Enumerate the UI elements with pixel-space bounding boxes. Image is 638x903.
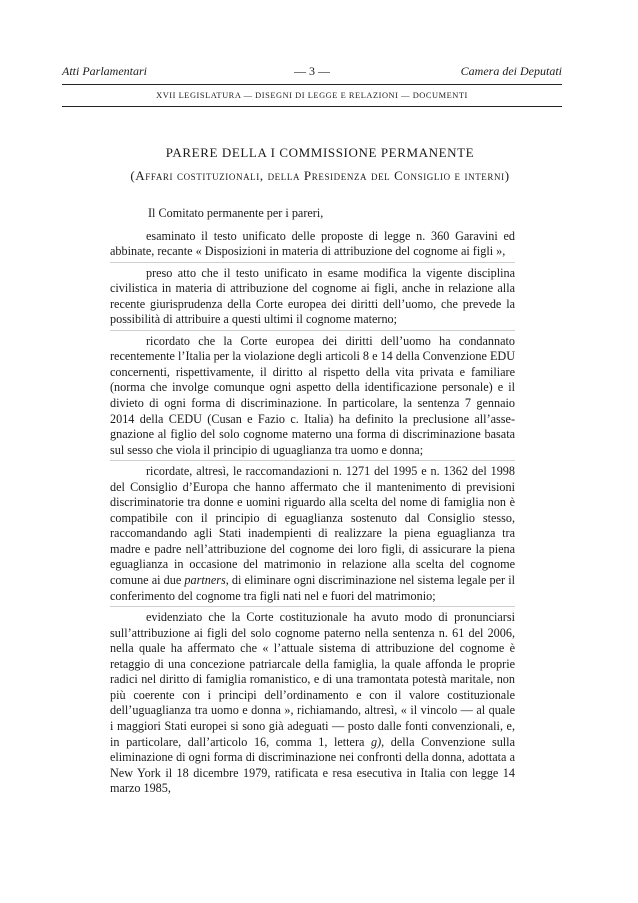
paragraph-4-text-b: , di eliminare ogni discriminazione nel sistema legale per il conferimento del cognome tra figli nati nel e fuori del matrimonio; [110,573,515,603]
page-header [62,64,562,80]
paragraph-5-text-a: evidenziato che la Corte costituzionale ha avuto modo di pronunciarsi sull’attribuzione ai figli del solo cognome paterno nella sentenza n. 61 del 2006, nella quale ha affermato che « l’attuale sistema di attribuzione del cognome è retaggio di una concezione patriarcale della famiglia, la quale affonda le proprie radici nel diritto di famiglia romanistico, e di una tramontata potestà maritale, non più coerente con i principi dell’ordinamento e con il valore costituzionale dell’uguaglianza tra uomo e donna », richiamando, altresì, « il vincolo — al quale i maggiori Stati europei si sono già adeguati — posto dalle fonti convenzionali, e, in particolare, dall’articolo 16, comma 1, lettera [110,610,515,749]
intro-line: Il Comitato permanente per i pareri, [148,206,324,220]
header-rule [62,84,562,85]
paragraph-4-text-a: ricordate, altresì, le raccomandazioni n. 1271 del 1995 e n. 1362 del 1998 del Consiglio d’Europa che hanno affermato che il mantenimento di previsioni discriminatorie tra donne e uomini riguardo alla scelta del nome di famiglia non è compatibile con il principio di eguaglianza sostenuto dal Consiglio stesso, raccomandando agli Stati inadempienti di realizzare la piena eguaglianza tra madre e padre nell’attribuzione del cognome dei loro figli, di assicurare la piena eguaglianza in occasione del matrimonio in relazione alla scelta del cognome comune ai due [110,464,515,588]
legislature-subheader: XVII LEGISLATURA — DISEGNI DI LEGGE E RELAZIONI — DOCUMENTI [156,91,468,100]
document-title: PARERE DELLA I COMMISSIONE PERMANENTE [165,145,475,160]
subheader-rule [62,106,562,107]
paragraph-5-text-b: , della Convenzione sulla eliminazione di ogni forma di discriminazione nei confronti della donna, adottata a New York il 18 dicembre 1979, ratificata e resa esecutiva in Italia con legge 14 marzo 1985, [110,734,515,796]
page-number: — 3 — [294,64,330,78]
header-right: Camera dei Deputati [460,64,562,78]
paragraph-5-italic: g) [371,734,382,749]
paragraph-4 [110,464,515,607]
paragraph-3: ricordato che la Corte europea dei diritti dell’uomo ha condannato recentemente l’Italia per la violazione degli articoli 8 e 14 della Convenzione EDU concernenti, rispettivamente, il diritto al rispetto della vita privata e familiare (norma che involge comunque ogni aspetto della identificazione personale) e il divieto di ogni forma di discriminazione. In particolare, la sentenza 7 gennaio 2014 della CEDU (Cusan e Fazio c. Italia) ha definito la preclusione all’assegnazione al figlio del solo cognome materno una forma di discriminazione basata sul sesso che viola il principio di uguaglianza tra uomo e donna; [110,334,515,461]
header-left: Atti Parlamentari [62,64,147,78]
paragraph-1: esaminato il testo unificato delle proposte di legge n. 360 Garavini ed abbinate, recante « Disposizioni in materia di attribuzione del cognome ai figli », [110,229,515,263]
paragraph-2: preso atto che il testo unificato in esame modifica la vigente disciplina civilistica in materia di attribuzione del cognome ai figli, anche in relazione alla recente giurisprudenza della Corte europea dei diritti dell’uomo, che prevede la possibilità di attribuire a questi ultimi il cognome materno; [110,266,515,331]
paragraph-4-italic: partners [184,573,226,588]
document-subtitle: (Affari costituzionali, della Presidenza del Consiglio e interni) [130,168,510,183]
document-body [110,206,515,797]
paragraph-5 [110,610,515,797]
